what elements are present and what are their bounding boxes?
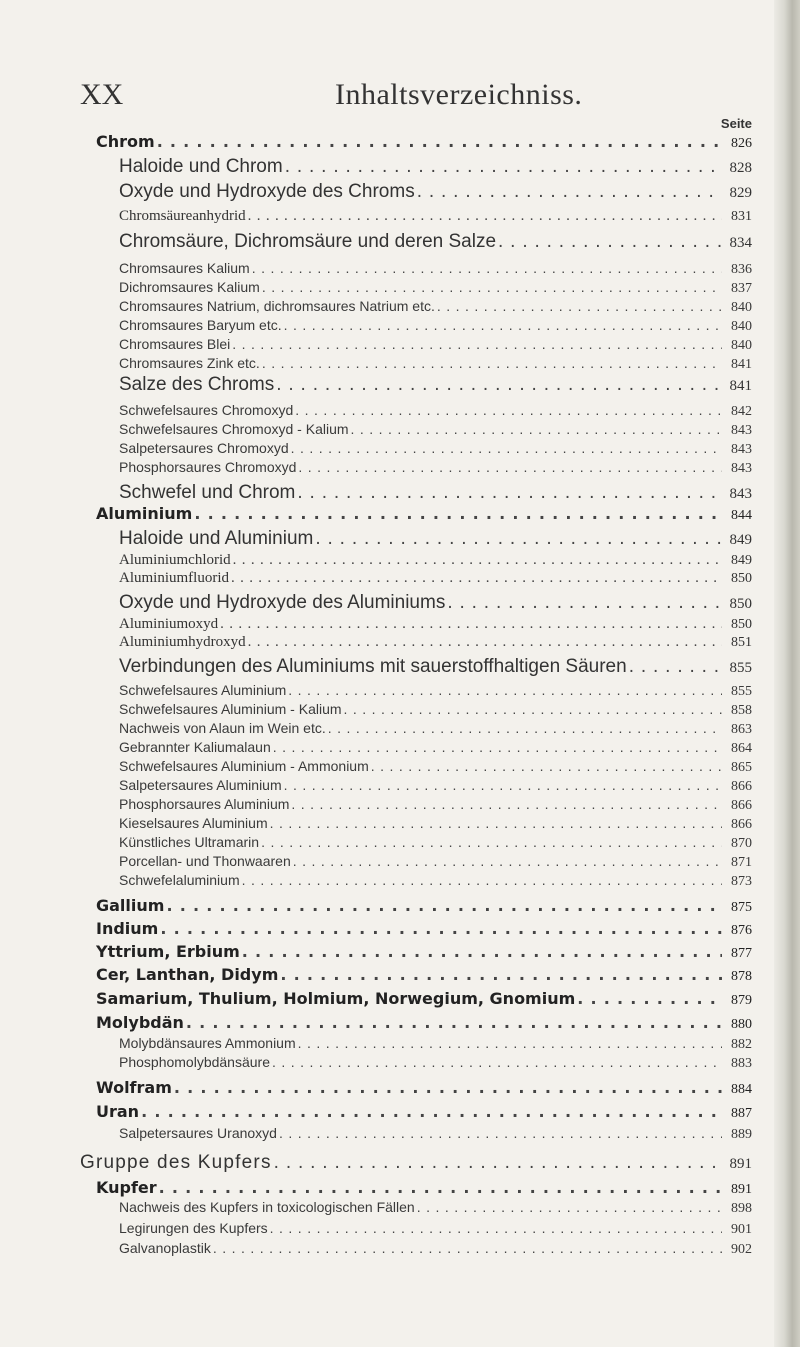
toc-entry-title: Yttrium, Erbium	[96, 942, 240, 961]
toc-entry	[119, 355, 752, 373]
toc-entry	[119, 260, 752, 278]
dot-leader	[437, 298, 722, 314]
dot-leader	[242, 942, 722, 961]
dot-leader	[280, 965, 722, 984]
dot-leader	[295, 402, 722, 418]
toc-entry-page: 891	[731, 1182, 752, 1197]
toc-entry	[96, 504, 752, 524]
toc-entry-title: Verbindungen des Aluminiums mit sauerstoffhaltigen Säuren	[119, 656, 627, 677]
toc-entry	[119, 701, 752, 719]
dot-leader	[629, 656, 722, 678]
toc-entry	[119, 796, 752, 814]
toc-entry	[119, 1054, 752, 1072]
toc-entry-page: 901	[731, 1222, 752, 1237]
toc-entry	[119, 634, 752, 651]
dot-leader	[279, 1125, 722, 1141]
toc-entry-page: 841	[729, 378, 752, 394]
toc-entry-title: Kieselsaures Aluminium	[119, 815, 268, 831]
toc-entry-page: 829	[729, 185, 752, 201]
toc-entry-title: Uran	[96, 1102, 140, 1121]
toc-entry-title: Chromsäure, Dichromsäure und deren Salze	[119, 231, 497, 252]
toc-entry-page: 836	[731, 262, 752, 277]
toc-entry-title: Chromsaures Blei	[119, 336, 231, 352]
toc-entry-title: Indium	[96, 919, 159, 938]
dot-leader	[166, 896, 722, 915]
toc-entry-title: Schwefelsaures Chromoxyd	[119, 402, 294, 418]
toc-entry-page: 828	[729, 160, 752, 176]
toc-entry-page: 898	[731, 1201, 752, 1216]
toc-entry-title: Schwefelaluminium	[119, 872, 240, 888]
toc-entry	[119, 853, 752, 871]
toc-entry	[119, 208, 752, 225]
toc-entry-title: Aluminiumchlorid	[119, 552, 231, 568]
toc-entry-page: 864	[731, 741, 752, 756]
toc-entry-page: 863	[731, 722, 752, 737]
dot-leader	[270, 1220, 722, 1236]
toc-entry	[96, 942, 752, 962]
toc-entry-title: Phosphorsaures Aluminium	[119, 796, 290, 812]
toc-entry-title: Oxyde und Hydroxyde des Chroms	[119, 181, 415, 202]
toc-entry-page: 880	[731, 1017, 752, 1032]
toc-entry-title: Schwefelsaures Chromoxyd - Kalium	[119, 421, 349, 437]
toc-entry	[119, 1220, 752, 1238]
dot-leader	[233, 552, 722, 569]
toc-entry-title: Aluminiumfluorid	[119, 570, 229, 586]
toc-entry	[96, 989, 752, 1009]
toc-entry-page: 843	[731, 423, 752, 438]
toc-entry	[119, 758, 752, 776]
dot-leader	[273, 739, 722, 755]
toc-entry	[119, 682, 752, 700]
toc-entry-title: Legirungen des Kupfers	[119, 1220, 268, 1236]
toc-entry-page: 866	[731, 817, 752, 832]
toc-entry	[96, 1102, 752, 1122]
toc-entry-page: 876	[731, 923, 752, 938]
dot-leader	[272, 1054, 722, 1070]
toc-entry-title: Chromsaures Kalium	[119, 260, 250, 276]
toc-entry	[119, 336, 752, 354]
page-column-label: Seite	[720, 116, 752, 131]
toc-entry-title: Gebrannter Kaliumalaun	[119, 739, 271, 755]
toc-entry-page: 831	[731, 209, 752, 224]
toc-entry-page: 843	[731, 461, 752, 476]
toc-entry-title: Porcellan- und Thonwaaren	[119, 853, 291, 869]
toc-entry-title: Aluminium	[96, 504, 193, 523]
toc-entry-title: Schwefelsaures Aluminium	[119, 682, 287, 698]
dot-leader	[291, 440, 722, 456]
dot-leader	[242, 872, 722, 888]
toc-entry	[119, 482, 752, 504]
dot-leader	[285, 156, 722, 178]
page-header	[80, 78, 760, 114]
toc-entry	[119, 656, 752, 678]
toc-entry	[119, 592, 752, 614]
dot-leader	[262, 355, 722, 371]
dot-leader	[261, 834, 722, 850]
toc-entry-page: 841	[731, 357, 752, 372]
toc-entry-title: Phosphorsaures Chromoxyd	[119, 459, 297, 475]
toc-entry-page: 887	[731, 1106, 752, 1121]
toc-entry-title: Salpetersaures Uranoxyd	[119, 1125, 277, 1141]
dot-leader	[298, 1035, 722, 1051]
toc-entry-title: Wolfram	[96, 1078, 172, 1097]
toc-entry	[119, 374, 752, 396]
toc-entry	[119, 872, 752, 890]
toc-entry-page: 834	[729, 235, 752, 251]
toc-entry-page: 842	[731, 404, 752, 419]
page-number: XX	[80, 78, 124, 111]
toc-entry	[119, 815, 752, 833]
toc-entry	[119, 459, 752, 477]
toc-entry-page: 871	[731, 855, 752, 870]
toc-entry	[96, 1013, 752, 1033]
dot-leader	[213, 1240, 722, 1256]
dot-leader	[231, 570, 722, 587]
dot-leader	[297, 482, 722, 504]
toc-entry-title: Phosphomolybdänsäure	[119, 1054, 270, 1070]
toc-entry	[119, 181, 752, 203]
toc-entry	[119, 777, 752, 795]
dot-leader	[157, 132, 722, 151]
toc-entry-page: 840	[731, 300, 752, 315]
dot-leader	[417, 1199, 722, 1215]
toc-entry-title: Molybdän	[96, 1013, 184, 1032]
toc-entry-page: 866	[731, 798, 752, 813]
dot-leader	[293, 853, 722, 869]
toc-entry	[119, 552, 752, 569]
toc-entry-title: Salze des Chroms	[119, 374, 275, 395]
toc-entry-page: 883	[731, 1056, 752, 1071]
toc-entry-page: 850	[731, 571, 752, 586]
dot-leader	[315, 528, 722, 550]
toc-entry-page: 843	[731, 442, 752, 457]
toc-entry	[119, 156, 752, 178]
toc-entry-page: 879	[731, 993, 752, 1008]
toc-entry-page: 849	[729, 532, 752, 548]
toc-entry-page: 855	[731, 684, 752, 699]
toc-entry-page: 850	[731, 617, 752, 632]
toc-entry-title: Schwefelsaures Aluminium - Ammonium	[119, 758, 369, 774]
toc-entry-title: Gallium	[96, 896, 165, 915]
toc-entry-title: Gruppe des Kupfers	[80, 1152, 272, 1173]
toc-entry-page: 884	[731, 1082, 752, 1097]
dot-leader	[291, 796, 722, 812]
toc-entry-page: 902	[731, 1242, 752, 1257]
toc-entry-title: Chromsaures Baryum etc.	[119, 317, 282, 333]
dot-leader	[248, 634, 722, 651]
toc-entry	[96, 965, 752, 985]
dot-leader	[276, 374, 722, 396]
toc-entry-title: Chromsaures Zink etc.	[119, 355, 260, 371]
dot-leader	[186, 1013, 722, 1032]
toc-entry	[119, 421, 752, 439]
toc-entry	[119, 1240, 752, 1258]
page-title: Inhaltsverzeichniss.	[335, 78, 583, 111]
toc-entry-page: 844	[731, 508, 752, 523]
toc-entry	[96, 1178, 752, 1198]
dot-leader	[284, 777, 722, 793]
toc-entry-title: Haloide und Chrom	[119, 156, 283, 177]
toc-entry	[119, 570, 752, 587]
toc-entry	[96, 132, 752, 152]
toc-entry-title: Aluminiumoxyd	[119, 616, 219, 632]
toc-entry	[119, 298, 752, 316]
dot-leader	[274, 1152, 722, 1174]
dot-leader	[248, 208, 722, 225]
toc-entry-page: 889	[731, 1127, 752, 1142]
toc-entry	[119, 1125, 752, 1143]
dot-leader	[252, 260, 722, 276]
dot-leader	[232, 336, 722, 352]
toc-entry-title: Chromsäureanhydrid	[119, 208, 246, 224]
toc-entry-page: 865	[731, 760, 752, 775]
dot-leader	[328, 720, 722, 736]
toc-entry-title: Samarium, Thulium, Holmium, Norwegium, Gnomium	[96, 989, 576, 1008]
dot-leader	[417, 181, 722, 203]
toc-entry	[119, 528, 752, 550]
toc-entry-page: 855	[729, 660, 752, 676]
toc-entry-page: 873	[731, 874, 752, 889]
dot-leader	[447, 592, 722, 614]
toc-entry-title: Dichromsaures Kalium	[119, 279, 260, 295]
toc-entry	[119, 440, 752, 458]
toc-entry	[96, 896, 752, 916]
toc-entry-page: 891	[729, 1156, 752, 1172]
toc-entry-title: Molybdänsaures Ammonium	[119, 1035, 296, 1051]
toc-entry-title: Kupfer	[96, 1178, 157, 1197]
dot-leader	[284, 317, 722, 333]
toc-entry-title: Schwefelsaures Aluminium - Kalium	[119, 701, 342, 717]
toc-entry-title: Oxyde und Hydroxyde des Aluminiums	[119, 592, 446, 613]
dot-leader	[351, 421, 722, 437]
toc-entry-page: 858	[731, 703, 752, 718]
toc-entry	[119, 231, 752, 253]
toc-entry-title: Aluminiumhydroxyd	[119, 634, 246, 650]
toc-entry-title: Cer, Lanthan, Didym	[96, 965, 279, 984]
toc-entry	[119, 720, 752, 738]
dot-leader	[262, 279, 722, 295]
dot-leader	[160, 919, 722, 938]
dot-leader	[270, 815, 722, 831]
toc-entry-page: 840	[731, 319, 752, 334]
toc-entry-title: Nachweis von Alaun im Wein etc.	[119, 720, 326, 736]
toc-entry-page: 837	[731, 281, 752, 296]
toc-entry-page: 840	[731, 338, 752, 353]
toc-entry	[119, 834, 752, 852]
toc-entry-page: 870	[731, 836, 752, 851]
toc-entry-title: Haloide und Aluminium	[119, 528, 314, 549]
toc-entry-page: 882	[731, 1037, 752, 1052]
toc-entry-page: 850	[729, 596, 752, 612]
toc-entry-title: Schwefel und Chrom	[119, 482, 296, 503]
toc-entry-title: Künstliches Ultramarin	[119, 834, 260, 850]
dot-leader	[220, 616, 722, 633]
toc-entry	[96, 1078, 752, 1098]
dot-leader	[298, 459, 722, 475]
toc-entry-page: 877	[731, 946, 752, 961]
dot-leader	[159, 1178, 722, 1197]
page-edge	[774, 0, 800, 1347]
toc-entry-page: 866	[731, 779, 752, 794]
toc-entry-page: 826	[731, 136, 752, 151]
dot-leader	[194, 504, 722, 523]
dot-leader	[498, 231, 722, 253]
toc-entry-title: Salpetersaures Chromoxyd	[119, 440, 289, 456]
toc-entry-title: Nachweis des Kupfers in toxicologischen Fällen	[119, 1199, 415, 1215]
dot-leader	[174, 1078, 722, 1097]
toc-entry	[119, 402, 752, 420]
toc-entry	[119, 616, 752, 633]
toc-entry	[80, 1152, 752, 1174]
toc-entry-page: 878	[731, 969, 752, 984]
toc-entry	[119, 739, 752, 757]
dot-leader	[577, 989, 722, 1008]
toc-entry-page: 849	[731, 553, 752, 568]
toc-entry-page: 843	[729, 486, 752, 502]
toc-entry-title: Salpetersaures Aluminium	[119, 777, 282, 793]
dot-leader	[344, 701, 722, 717]
dot-leader	[288, 682, 722, 698]
toc-entry-title: Chrom	[96, 132, 155, 151]
dot-leader	[371, 758, 722, 774]
toc-entry	[96, 919, 752, 939]
toc-entry	[119, 279, 752, 297]
toc-entry-page: 875	[731, 900, 752, 915]
toc-entry	[119, 1035, 752, 1053]
dot-leader	[141, 1102, 722, 1121]
toc-entry	[119, 317, 752, 335]
toc-entry-title: Chromsaures Natrium, dichromsaures Natrium etc.	[119, 298, 435, 314]
toc-entry	[119, 1199, 752, 1217]
toc-entry-title: Galvanoplastik	[119, 1240, 211, 1256]
toc-entry-page: 851	[731, 635, 752, 650]
